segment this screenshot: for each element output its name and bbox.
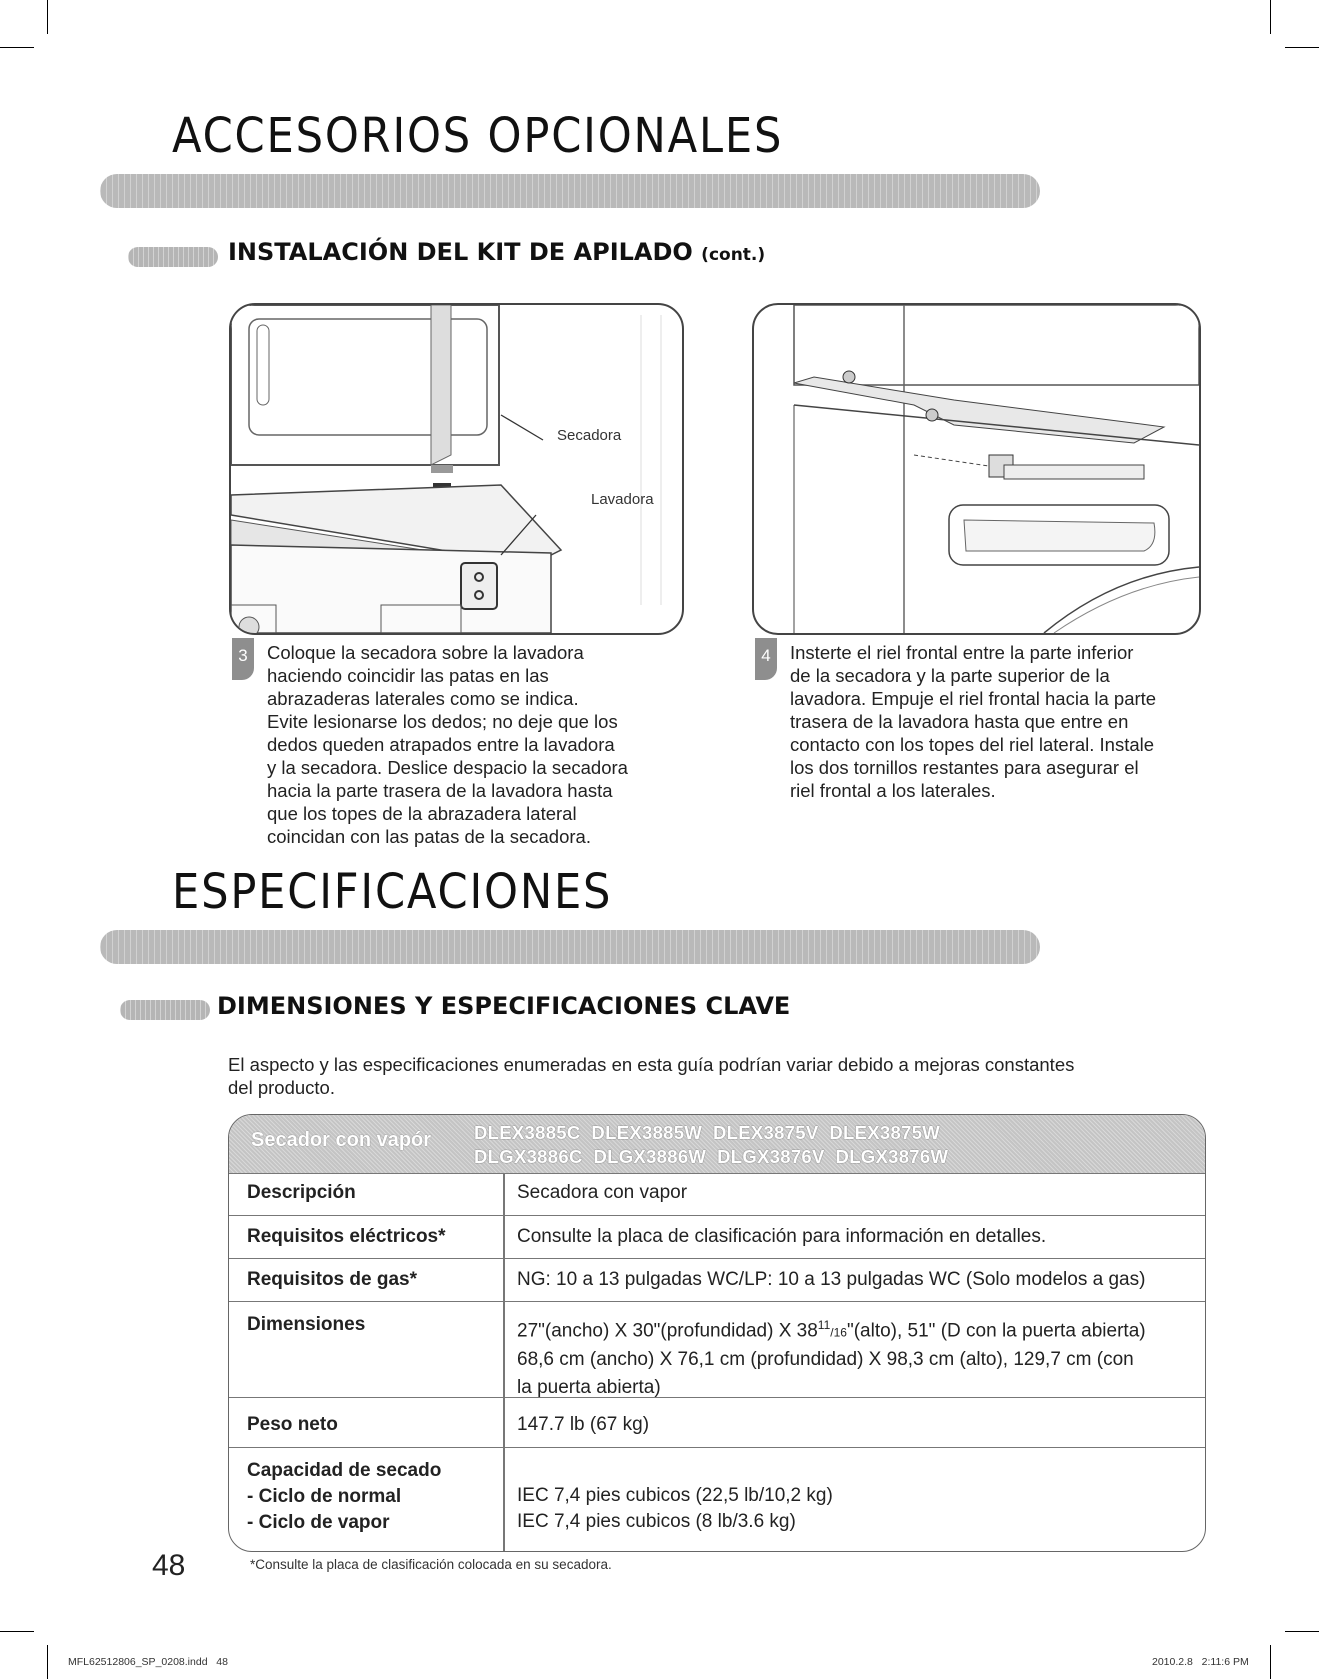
intro-line: del producto.	[228, 1077, 335, 1098]
dimensions-line-imperial	[517, 1311, 1146, 1346]
table-row	[229, 1173, 1205, 1216]
spec-value: Consulte la placa de clasificación para información en detalles.	[517, 1226, 1047, 1247]
step-4-line: Insterte el riel frontal entre la parte inferior	[790, 642, 1134, 663]
print-slug-file: MFL62512806_SP_0208.indd 48	[68, 1656, 228, 1668]
step-number-badge: 3	[232, 638, 254, 680]
spec-key: Requisitos eléctricos*	[247, 1226, 446, 1247]
step-3-line: abrazaderas laterales como se indica.	[267, 688, 579, 709]
crop-mark	[1270, 0, 1271, 34]
intro-line: El aspecto y las especificaciones enumeradas en esta guía podrían variar debido a mejoras constantes	[228, 1054, 1075, 1075]
crop-mark	[0, 47, 34, 48]
label-dryer: Secadora	[557, 427, 622, 444]
spec-value: NG: 10 a 13 pulgadas WC/LP: 10 a 13 pulgadas WC (Solo modelos a gas)	[517, 1269, 1146, 1290]
table-row	[229, 1301, 1205, 1398]
section-divider-bar	[100, 174, 1040, 208]
step-4-line: los dos tornillos restantes para asegurar el	[790, 757, 1139, 778]
spec-value-line: IEC 7,4 pies cubicos (22,5 lb/10,2 kg)	[517, 1485, 833, 1506]
print-slug-date: 2010.2.8 2:11:6 PM	[1152, 1656, 1249, 1668]
figure-dryer-on-washer	[229, 303, 684, 635]
section-title-accesorios: ACCESORIOS OPCIONALES	[172, 108, 784, 164]
step-4-line: trasera de la lavadora hasta que entre en	[790, 711, 1129, 732]
section-title-especificaciones: ESPECIFICACIONES	[172, 864, 613, 920]
fraction-denominator: /16	[830, 1325, 847, 1340]
spec-value-dimensions	[517, 1311, 1146, 1402]
label-washer: Lavadora	[591, 491, 654, 508]
spec-header-label: Secador con vapór	[251, 1129, 432, 1151]
step-3-line: y la secadora. Deslice despacio la secadora	[267, 757, 628, 778]
crop-mark	[47, 1645, 48, 1679]
step-4-line: de la secadora y la parte superior de la	[790, 665, 1110, 686]
crop-mark	[1270, 1645, 1271, 1679]
step-4-text	[790, 641, 1210, 802]
spec-models-row-1: DLEX3885C DLEX3885W DLEX3875V DLEX3875W	[474, 1122, 941, 1143]
spec-value-line: IEC 7,4 pies cubicos (8 lb/3.6 kg)	[517, 1511, 796, 1532]
section-divider-bar	[100, 930, 1040, 964]
spec-table	[228, 1114, 1206, 1552]
spec-key: Dimensiones	[247, 1314, 366, 1335]
spec-key-line: Capacidad de secado	[247, 1460, 442, 1481]
step-4-line: riel frontal a los laterales.	[790, 780, 996, 801]
subsection-title-suffix: (cont.)	[701, 245, 766, 265]
table-row	[229, 1397, 1205, 1448]
crop-mark	[0, 1631, 34, 1632]
step-4-line: lavadora. Empuje el riel frontal hacia la parte	[790, 688, 1157, 709]
crop-mark	[1285, 47, 1319, 48]
dimensions-text: 27"(ancho) X 30"(profundidad) X 38	[517, 1320, 818, 1342]
step-3-line: hacia la parte trasera de la lavadora hasta	[267, 780, 613, 801]
step-3-line: Coloque la secadora sobre la lavadora	[267, 642, 584, 663]
step-3-line: coincidan con las patas de la secadora.	[267, 826, 591, 847]
dimensions-text: "(alto), 51" (D con la puerta abierta)	[846, 1320, 1146, 1342]
spec-key: Peso neto	[247, 1414, 338, 1435]
step-3-line: Evite lesionarse los dedos; no deje que los	[267, 711, 618, 732]
crop-mark	[1285, 1631, 1319, 1632]
spec-key-line: - Ciclo de normal	[247, 1486, 402, 1507]
spec-value	[517, 1483, 833, 1535]
step-3-line: haciendo coincidir las patas en las	[267, 665, 549, 686]
spec-key: Descripción	[247, 1182, 356, 1203]
table-row	[229, 1447, 1205, 1552]
subsection-marker	[120, 1000, 210, 1020]
subsection-title-dimensiones: DIMENSIONES Y ESPECIFICACIONES CLAVE	[217, 992, 791, 1020]
subsection-marker	[128, 247, 218, 267]
spec-key	[247, 1458, 441, 1536]
step-3-line: que los topes de la abrazadera lateral	[267, 803, 577, 824]
fraction-numerator: 11	[817, 1318, 831, 1332]
subsection-title-kit-apilado	[228, 238, 765, 266]
step-4-line: contacto con los topes del riel lateral. Instale	[790, 734, 1155, 755]
spec-value: 147.7 lb (67 kg)	[517, 1414, 650, 1435]
illustration-dryer-washer	[231, 305, 682, 633]
subsection-title-text: INSTALACIÓN DEL KIT DE APILADO	[228, 238, 693, 266]
spec-models-row-2: DLGX3886C DLGX3886W DLGX3876V DLGX3876W	[474, 1146, 949, 1167]
illustration-front-rail	[754, 305, 1199, 633]
spec-key: Requisitos de gas*	[247, 1269, 417, 1290]
dimensions-line-metric-cont: la puerta abierta)	[517, 1377, 661, 1399]
step-3-line: dedos queden atrapados entre la lavadora	[267, 734, 615, 755]
page-number: 48	[152, 1549, 186, 1582]
dimensions-line-metric: 68,6 cm (ancho) X 76,1 cm (profundidad) X 98,3 cm (alto), 129,7 cm (con	[517, 1349, 1134, 1371]
step-number-badge: 4	[755, 638, 777, 680]
table-row	[229, 1215, 1205, 1259]
step-3-text	[267, 641, 687, 848]
spec-value: Secadora con vapor	[517, 1182, 688, 1203]
intro-paragraph	[228, 1053, 1168, 1099]
crop-mark	[47, 0, 48, 34]
spec-key-line: - Ciclo de vapor	[247, 1512, 390, 1533]
spec-table-header	[229, 1115, 1205, 1173]
table-row	[229, 1258, 1205, 1302]
table-footnote: *Consulte la placa de clasificación colocada en su secadora.	[250, 1557, 612, 1572]
figure-front-rail	[752, 303, 1201, 635]
